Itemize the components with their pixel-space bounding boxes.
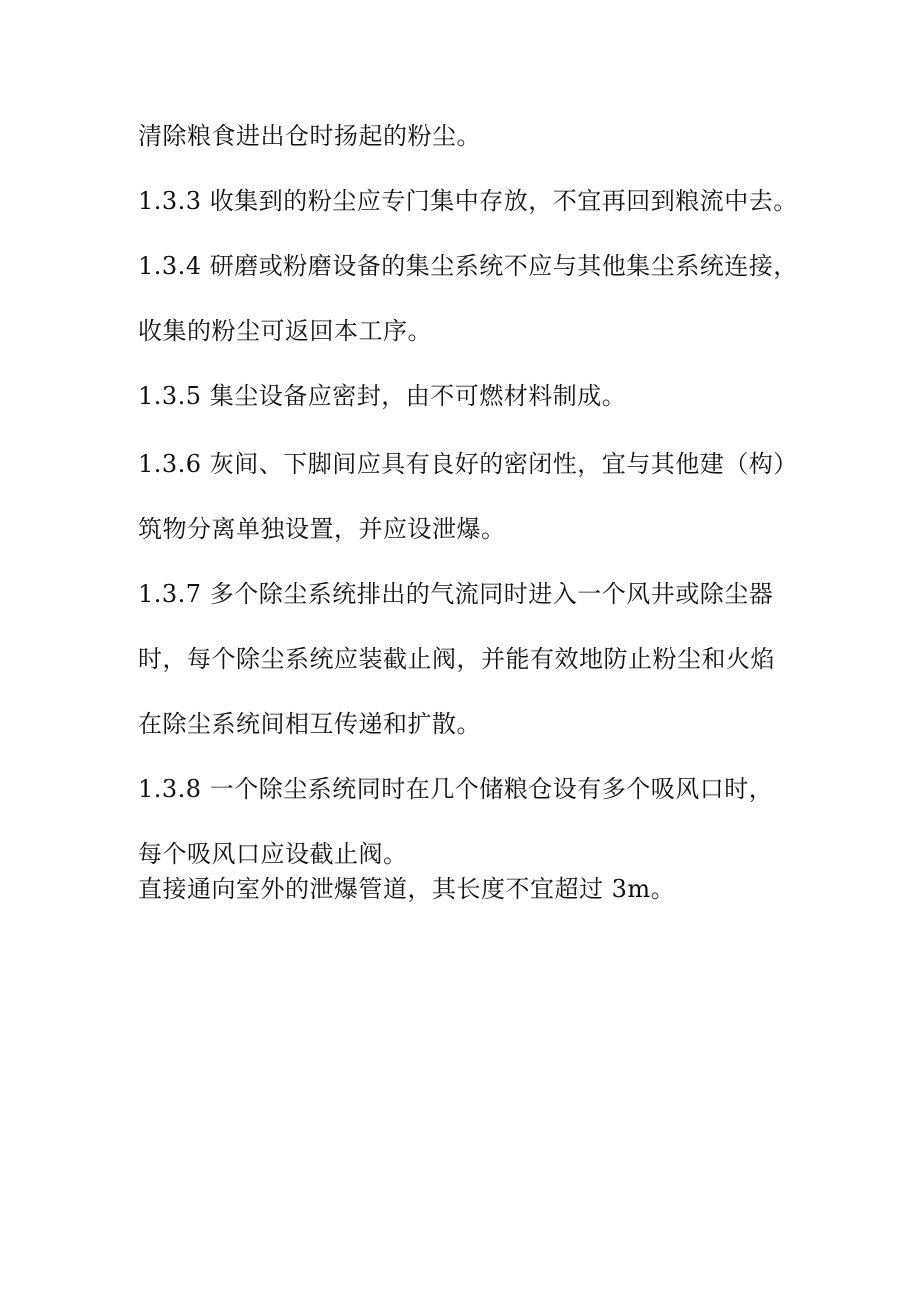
text-line: 1.3.4 研磨或粉磨设备的集尘系统不应与其他集尘系统连接， bbox=[138, 252, 798, 280]
text-line: 直接通向室外的泄爆管道，其长度不宜超过 3m。 bbox=[138, 875, 676, 903]
text-line: 清除粮食进出仓时扬起的粉尘。 bbox=[138, 122, 481, 150]
text-line: 1.3.7 多个除尘系统排出的气流同时进入一个风井或除尘器 bbox=[138, 580, 774, 608]
text-line: 每个吸风口应设截止阀。 bbox=[138, 840, 408, 868]
text-line: 时，每个除尘系统应装截止阀，并能有效地防止粉尘和火焰 bbox=[138, 645, 775, 673]
text-line: 1.3.6 灰间、下脚间应具有良好的密闭性，宜与其他建（构） bbox=[138, 450, 798, 478]
text-line: 筑物分离单独设置，并应设泄爆。 bbox=[138, 515, 506, 543]
text-line: 1.3.8 一个除尘系统同时在几个储粮仓设有多个吸风口时， bbox=[138, 775, 774, 803]
text-line: 在除尘系统间相互传递和扩散。 bbox=[138, 710, 481, 738]
text-line: 1.3.3 收集到的粉尘应专门集中存放，不宜再回到粮流中去。 bbox=[138, 187, 798, 215]
text-line: 1.3.5 集尘设备应密封，由不可燃材料制成。 bbox=[138, 382, 627, 410]
text-line: 收集的粉尘可返回本工序。 bbox=[138, 317, 432, 345]
